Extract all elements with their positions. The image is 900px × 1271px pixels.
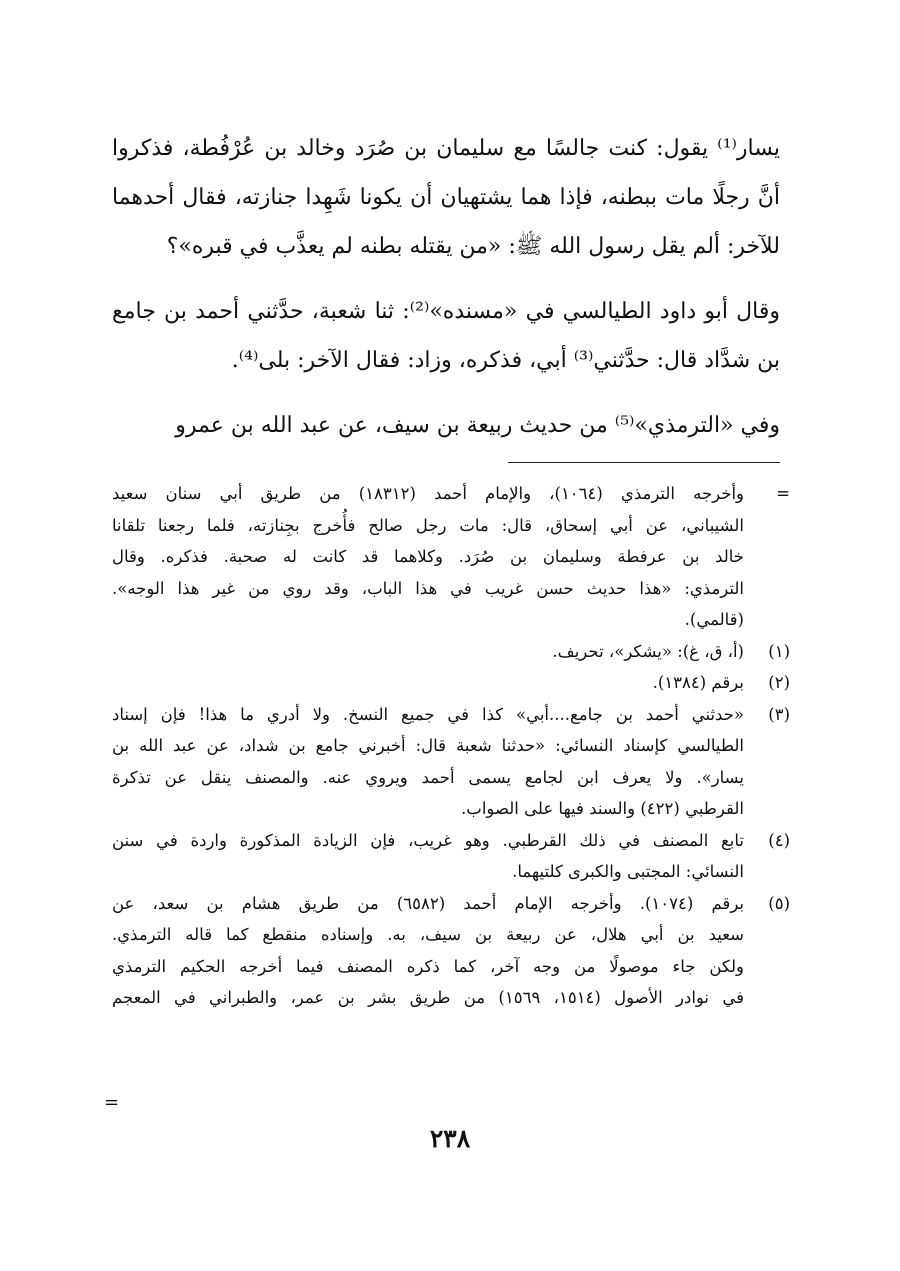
footnote-line: الطيالسي كإسناد النسائي: «حدثنا شعبة قال: أخبرني جامع بن شداد، عن عبد الله بن	[112, 736, 744, 755]
footnote-line: (أ، ق، غ): «يشكر»، تحريف.	[552, 641, 744, 661]
footnote-line: وأخرجه الترمذي (١٠٦٤)، والإمام أحمد (١٨٣١٢) من طريق أبي سنان سعيد	[112, 484, 745, 503]
footnote-body	[112, 636, 744, 668]
main-paragraph: يسار⁽¹⁾ يقول: كنت جالسًا مع سليمان بن صُرَد وخالد بن عُرْفُطة، فذكروا أنَّ رجلًا مات ببطنه، فإذا هما يشتهيان أن يكونا شَهِدا جنازته، فقال أحدهما للآخر: ألم يقل رسول الله ﷺ: «من يقتله بطنه لم يعذَّب في قبره»؟	[112, 136, 780, 259]
footnote-3	[112, 699, 790, 825]
footnote-continued	[112, 478, 790, 636]
page-number: ٢٣٨	[429, 1124, 471, 1153]
footnote-separator	[508, 462, 780, 463]
footnote-4	[112, 825, 790, 888]
main-paragraph: وقال أبو داود الطيالسي في «مسنده»⁽²⁾: ثنا شعبة، حدَّثني أحمد بن جامع بن شدَّاد قال: حدَّثني⁽³⁾ أبي، فذكره، وزاد: فقال الآخر: بلى⁽⁴⁾.	[112, 299, 780, 373]
footnote-marker: (١)	[768, 641, 790, 661]
footnote-body	[112, 478, 744, 636]
footnote-line: خالد بن عرفطة وسليمان بن صُرَد. وكلاهما قد كانت له صحبة. فذكره. وقال	[112, 547, 744, 566]
footnote-line: برقم (١٣٨٤).	[652, 673, 744, 692]
footnote-line: الترمذي: «هذا حديث حسن غريب في هذا الباب، وقد روي من غير هذا الوجه».	[112, 578, 744, 598]
footnote-body	[112, 888, 744, 1014]
main-paragraph: وفي «الترمذي»⁽⁵⁾ من حديث ربيعة بن سيف، عن عبد الله بن عمرو	[175, 413, 780, 438]
footnote-body	[112, 699, 744, 825]
footnote-marker: (٥)	[768, 893, 790, 913]
footnote-line: النسائي: المجتبى والكبرى كلتيهما.	[512, 862, 744, 881]
footnote-marker: (٣)	[768, 704, 790, 724]
footnote-line: (قالمي).	[684, 610, 744, 629]
continuation-mark: =	[104, 1092, 120, 1113]
footnote-body	[112, 667, 744, 699]
footnote-line: يسار». ولا يعرف ابن لجامع يسمى أحمد ويروي عنه. والمصنف ينقل عن تذكرة	[112, 767, 744, 787]
footnote-line: برقم (١٠٧٤). وأخرجه الإمام أحمد (٦٥٨٢) من طريق هشام بن سعد، عن	[112, 893, 745, 913]
footnotes	[112, 478, 790, 1014]
main-text	[112, 124, 780, 450]
footnote-line: في نوادر الأصول (١٥١٤، ١٥٦٩) من طريق بشر بن عمر، والطبراني في المعجم	[112, 988, 744, 1007]
footnote-2	[112, 667, 790, 699]
footnote-marker: (٤)	[768, 830, 790, 850]
footnote-5	[112, 888, 790, 1014]
footnote-line: سعيد بن أبي هلال، عن ربيعة بن سيف، به. وإسناده منقطع كما قاله الترمذي.	[112, 925, 744, 944]
footnote-1	[112, 636, 790, 668]
footnote-marker: (٢)	[768, 673, 790, 692]
footnote-line: «حدثني أحمد بن جامع....أبي» كذا في جميع النسخ. ولا أدري ما هذا! فإن إسناد	[112, 704, 744, 724]
footnote-marker: =	[776, 484, 790, 503]
footnote-line: القرطبي (٤٢٢) والسند فيها على الصواب.	[461, 799, 744, 818]
footnote-line: ولكن جاء موصولًا من وجه آخر، كما ذكره المصنف فيما أخرجه الحكيم الترمذي	[112, 956, 744, 976]
footnote-line: الشيباني، عن أبي إسحاق، قال: مات رجل صالح فأُخرج بجِنازته، فلما رجعنا تلقانا	[112, 515, 744, 535]
footnote-body	[112, 825, 744, 888]
footnote-line: تابع المصنف في ذلك القرطبي. وهو غريب، فإن الزيادة المذكورة واردة في سنن	[112, 830, 744, 850]
